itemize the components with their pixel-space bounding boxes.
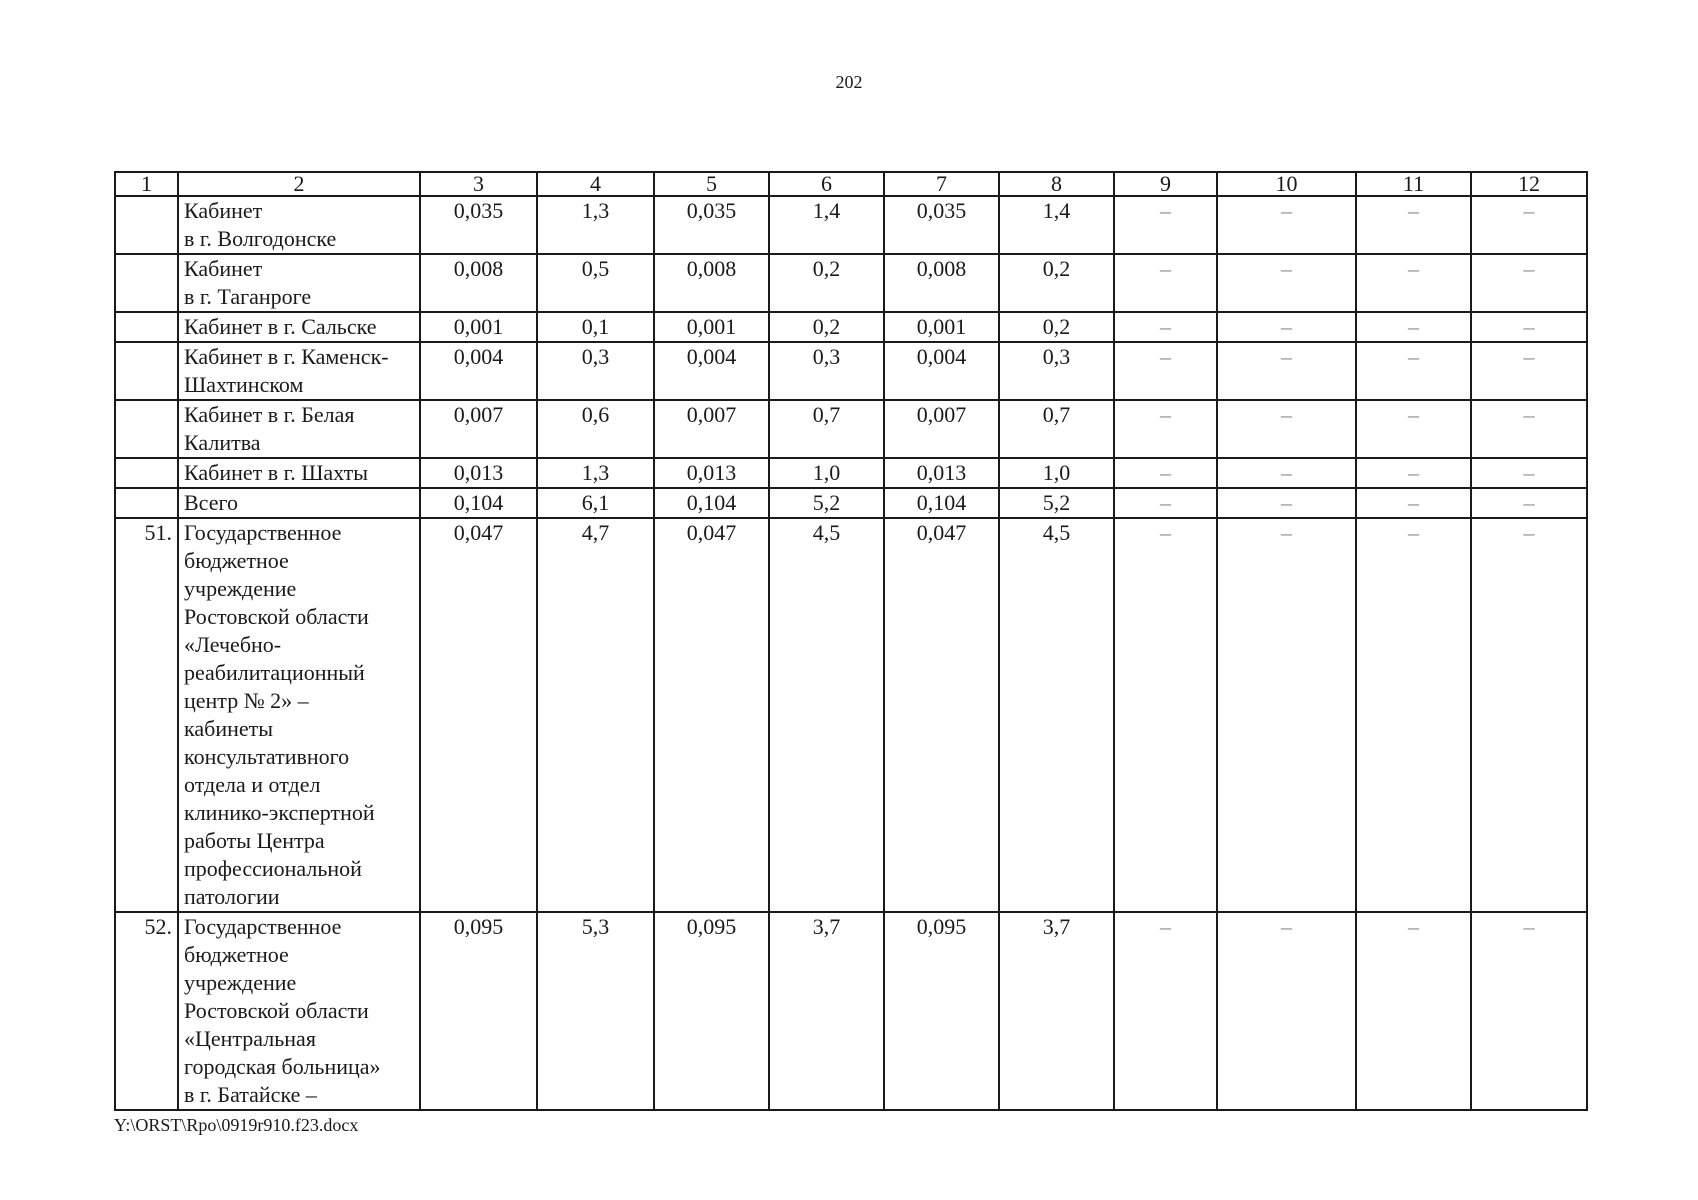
column-header: 3: [420, 172, 537, 196]
value-cell: 3,7: [769, 912, 884, 1110]
table-row: [115, 458, 1587, 488]
value-cell: 0,008: [654, 254, 769, 312]
column-header: 2: [178, 172, 420, 196]
value-cell: 1,4: [999, 196, 1114, 254]
value-cell: –: [1217, 196, 1356, 254]
value-cell: –: [1356, 458, 1471, 488]
table-row: [115, 400, 1587, 458]
value-cell: 0,2: [999, 312, 1114, 342]
value-cell: 0,104: [884, 488, 999, 518]
value-cell: –: [1471, 342, 1587, 400]
value-cell: –: [1471, 196, 1587, 254]
value-cell: –: [1114, 488, 1217, 518]
value-cell: –: [1114, 312, 1217, 342]
row-number-cell: [115, 458, 178, 488]
value-cell: 0,013: [420, 458, 537, 488]
value-cell: 3,7: [999, 912, 1114, 1110]
column-header: 5: [654, 172, 769, 196]
name-cell: Кабинет в г. Белая Калитва: [178, 400, 420, 458]
value-cell: 0,3: [769, 342, 884, 400]
value-cell: –: [1114, 342, 1217, 400]
name-cell: Государственное бюджетное учреждение Ростовской области «Центральная городская больница» в г. Батайске –: [178, 912, 420, 1110]
table-row: [115, 196, 1587, 254]
value-cell: 0,007: [884, 400, 999, 458]
row-number-cell: 52.: [115, 912, 178, 1110]
value-cell: 5,2: [999, 488, 1114, 518]
value-cell: –: [1471, 400, 1587, 458]
value-cell: 0,001: [420, 312, 537, 342]
value-cell: 0,035: [420, 196, 537, 254]
name-cell: Кабинет в г. Волгодонске: [178, 196, 420, 254]
footer-file-path: Y:\ORST\Rpo\0919r910.f23.docx: [114, 1115, 359, 1135]
value-cell: –: [1217, 518, 1356, 912]
value-cell: –: [1114, 458, 1217, 488]
data-table: [114, 171, 1588, 1111]
value-cell: –: [1217, 254, 1356, 312]
value-cell: 0,104: [654, 488, 769, 518]
value-cell: 0,007: [420, 400, 537, 458]
table-row: [115, 488, 1587, 518]
value-cell: 0,5: [537, 254, 654, 312]
value-cell: 1,0: [999, 458, 1114, 488]
value-cell: –: [1356, 488, 1471, 518]
value-cell: –: [1114, 912, 1217, 1110]
value-cell: –: [1114, 518, 1217, 912]
value-cell: –: [1217, 488, 1356, 518]
value-cell: –: [1471, 312, 1587, 342]
value-cell: –: [1356, 254, 1471, 312]
column-header: 12: [1471, 172, 1587, 196]
value-cell: 4,5: [999, 518, 1114, 912]
value-cell: 0,001: [884, 312, 999, 342]
value-cell: 0,104: [420, 488, 537, 518]
value-cell: –: [1217, 912, 1356, 1110]
value-cell: 0,035: [884, 196, 999, 254]
value-cell: 0,3: [999, 342, 1114, 400]
value-cell: 0,035: [654, 196, 769, 254]
page-number: 202: [835, 72, 863, 92]
column-header: 11: [1356, 172, 1471, 196]
value-cell: 1,3: [537, 458, 654, 488]
value-cell: 0,2: [769, 254, 884, 312]
column-header: 7: [884, 172, 999, 196]
value-cell: –: [1217, 458, 1356, 488]
value-cell: –: [1356, 312, 1471, 342]
value-cell: 0,047: [654, 518, 769, 912]
value-cell: 0,095: [884, 912, 999, 1110]
value-cell: 0,008: [420, 254, 537, 312]
table-row: [115, 518, 1587, 912]
row-number-cell: [115, 312, 178, 342]
table-body: [115, 196, 1587, 1110]
value-cell: –: [1217, 312, 1356, 342]
value-cell: –: [1217, 400, 1356, 458]
value-cell: 1,0: [769, 458, 884, 488]
name-cell: Государственное бюджетное учреждение Ростовской области «Лечебно- реабилитационный центр № 2» – кабинеты консультативного отдела и отдел клинико-экспертной работы Центра профессиональной патологии: [178, 518, 420, 912]
column-header: 9: [1114, 172, 1217, 196]
value-cell: 5,2: [769, 488, 884, 518]
value-cell: 5,3: [537, 912, 654, 1110]
value-cell: 0,004: [884, 342, 999, 400]
value-cell: 0,013: [654, 458, 769, 488]
value-cell: 0,7: [769, 400, 884, 458]
value-cell: 1,3: [537, 196, 654, 254]
value-cell: –: [1114, 196, 1217, 254]
value-cell: –: [1114, 254, 1217, 312]
name-cell: Кабинет в г. Шахты: [178, 458, 420, 488]
value-cell: –: [1356, 912, 1471, 1110]
value-cell: 6,1: [537, 488, 654, 518]
column-header: 1: [115, 172, 178, 196]
column-header: 8: [999, 172, 1114, 196]
row-number-cell: [115, 196, 178, 254]
value-cell: –: [1471, 488, 1587, 518]
table-row: [115, 912, 1587, 1110]
value-cell: –: [1114, 400, 1217, 458]
table-row: [115, 254, 1587, 312]
value-cell: 0,095: [654, 912, 769, 1110]
value-cell: –: [1471, 518, 1587, 912]
value-cell: 0,2: [999, 254, 1114, 312]
value-cell: –: [1471, 254, 1587, 312]
value-cell: –: [1356, 400, 1471, 458]
value-cell: 0,007: [654, 400, 769, 458]
value-cell: 0,3: [537, 342, 654, 400]
value-cell: 1,4: [769, 196, 884, 254]
value-cell: 0,004: [654, 342, 769, 400]
value-cell: 0,047: [884, 518, 999, 912]
table-row: [115, 312, 1587, 342]
row-number-cell: [115, 488, 178, 518]
value-cell: 0,6: [537, 400, 654, 458]
value-cell: 0,047: [420, 518, 537, 912]
column-header: 6: [769, 172, 884, 196]
name-cell: Кабинет в г. Каменск- Шахтинском: [178, 342, 420, 400]
value-cell: 4,5: [769, 518, 884, 912]
value-cell: 0,095: [420, 912, 537, 1110]
value-cell: 0,008: [884, 254, 999, 312]
value-cell: 0,1: [537, 312, 654, 342]
row-number-cell: [115, 342, 178, 400]
header-row: [115, 172, 1587, 196]
name-cell: Всего: [178, 488, 420, 518]
column-header: 4: [537, 172, 654, 196]
value-cell: –: [1356, 342, 1471, 400]
value-cell: 0,2: [769, 312, 884, 342]
row-number-cell: [115, 254, 178, 312]
name-cell: Кабинет в г. Сальске: [178, 312, 420, 342]
value-cell: 0,7: [999, 400, 1114, 458]
value-cell: –: [1217, 342, 1356, 400]
value-cell: 4,7: [537, 518, 654, 912]
row-number-cell: 51.: [115, 518, 178, 912]
value-cell: –: [1471, 458, 1587, 488]
value-cell: –: [1356, 196, 1471, 254]
value-cell: 0,013: [884, 458, 999, 488]
table-row: [115, 342, 1587, 400]
value-cell: 0,004: [420, 342, 537, 400]
column-header: 10: [1217, 172, 1356, 196]
name-cell: Кабинет в г. Таганроге: [178, 254, 420, 312]
value-cell: 0,001: [654, 312, 769, 342]
value-cell: –: [1471, 912, 1587, 1110]
row-number-cell: [115, 400, 178, 458]
value-cell: –: [1356, 518, 1471, 912]
